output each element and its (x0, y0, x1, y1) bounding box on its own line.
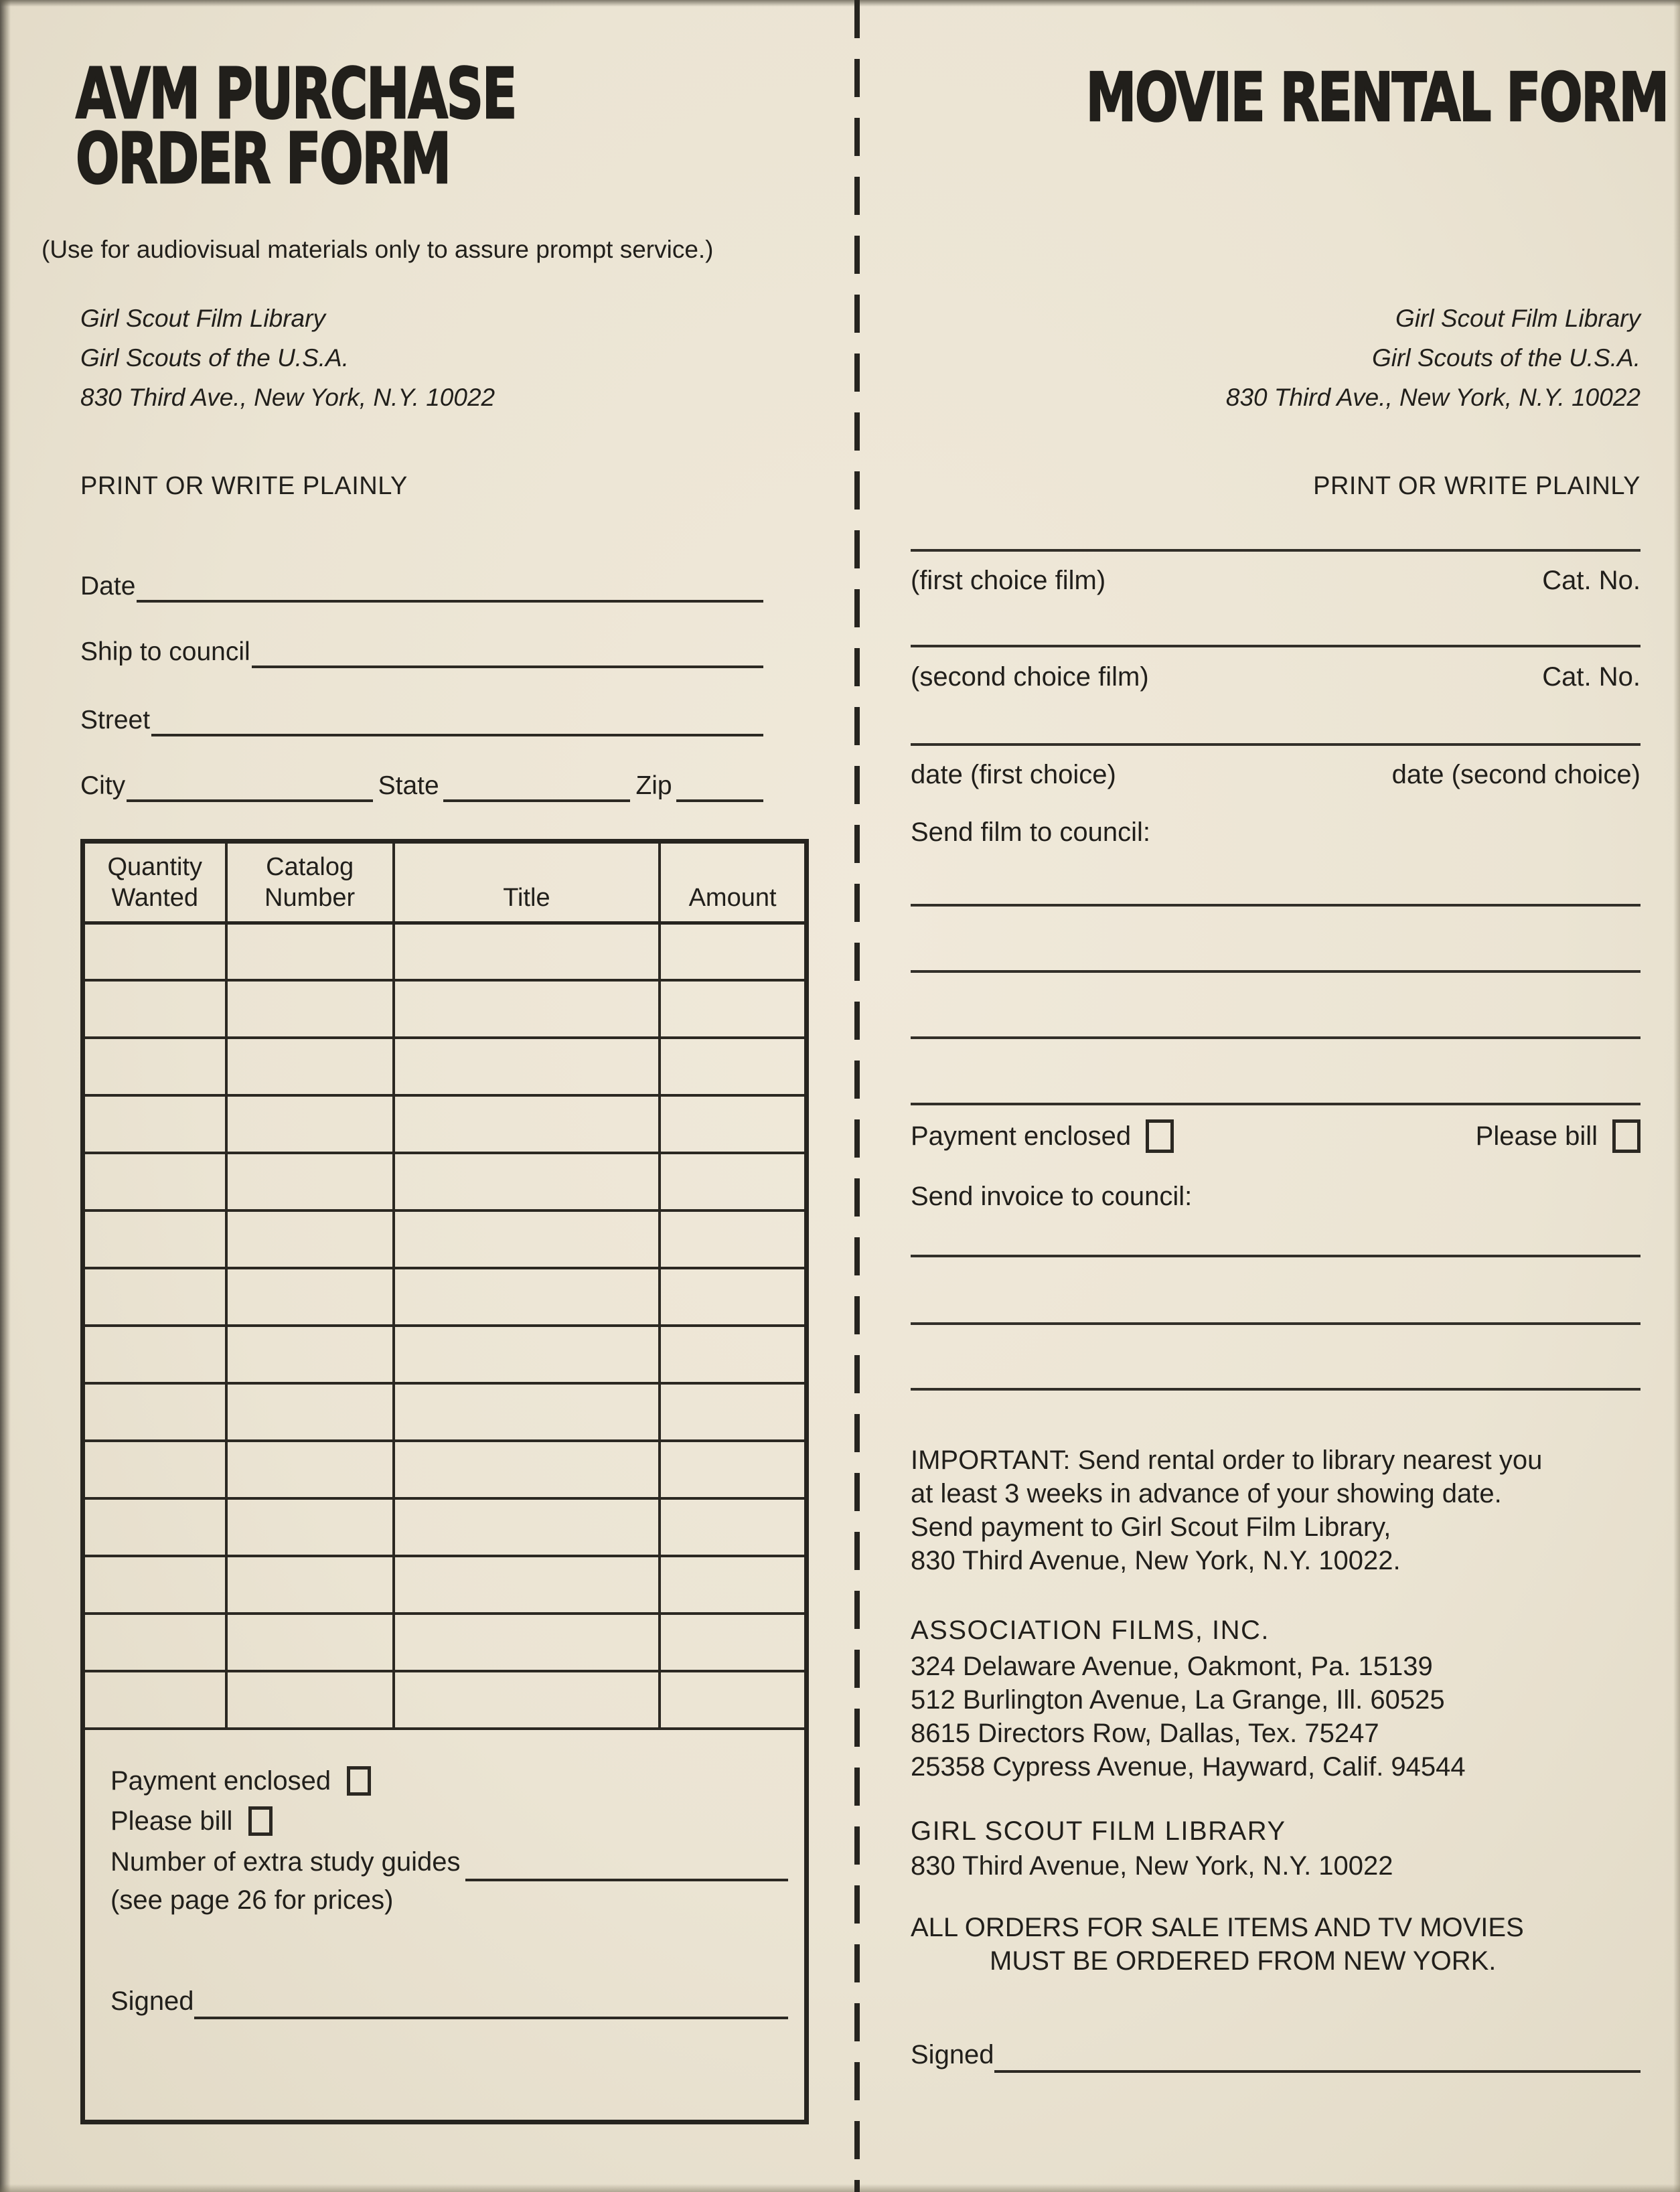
table-cell[interactable] (226, 980, 394, 1038)
table-row (85, 1441, 804, 1498)
gsfl-address: 830 Third Avenue, New York, N.Y. 10022 (911, 1851, 1393, 1881)
important-line: 830 Third Avenue, New York, N.Y. 10022. (911, 1546, 1401, 1575)
table-cell[interactable] (394, 1038, 660, 1095)
table-cell[interactable] (226, 1326, 394, 1383)
ship-to-council-input-line[interactable] (252, 636, 763, 668)
table-cell[interactable] (85, 1614, 226, 1671)
date-second-choice-label: date (second choice) (1391, 760, 1640, 789)
table-cell[interactable] (85, 923, 226, 980)
signed-label: Signed (110, 1986, 194, 2016)
table-cell[interactable] (85, 1210, 226, 1268)
table-cell[interactable] (660, 1153, 804, 1210)
first-choice-label-row (911, 564, 1640, 597)
second-choice-input-line[interactable] (911, 645, 1640, 647)
address-line: 830 Third Ave., New York, N.Y. 10022 (1225, 384, 1640, 411)
table-cell[interactable] (226, 1498, 394, 1556)
date-first-choice-label: date (first choice) (911, 760, 1116, 789)
study-guides-row (110, 1843, 788, 1881)
column-header: Title (394, 844, 660, 923)
dashed-cut-divider (854, 0, 860, 2192)
table-row (85, 1038, 804, 1095)
association-films-heading: ASSOCIATION FILMS, INC. (911, 1616, 1270, 1645)
table-row (85, 1614, 804, 1671)
table-cell[interactable] (85, 1498, 226, 1556)
please-bill-label: Please bill (110, 1806, 233, 1836)
second-choice-film-label: (second choice film) (911, 662, 1149, 692)
table-row (85, 980, 804, 1038)
send-film-to-council-label: Send film to council: (911, 817, 1150, 847)
table-cell[interactable] (394, 1441, 660, 1498)
table-cell[interactable] (394, 1153, 660, 1210)
column-header: Quantity Wanted (85, 844, 226, 923)
table-cell[interactable] (226, 1383, 394, 1441)
zip-input-line[interactable] (676, 770, 763, 802)
second-choice-label-row (911, 660, 1640, 694)
important-note (911, 1443, 1640, 1577)
table-cell[interactable] (226, 1153, 394, 1210)
send-invoice-blank-line[interactable] (911, 1388, 1640, 1391)
table-cell[interactable] (660, 1383, 804, 1441)
important-line: IMPORTANT: Send rental order to library nearest you (911, 1445, 1543, 1475)
table-cell[interactable] (394, 1614, 660, 1671)
purchase-order-form-title (76, 53, 516, 200)
table-row (85, 923, 804, 980)
table-cell[interactable] (660, 1441, 804, 1498)
column-header: Catalog Number (226, 844, 394, 923)
rental-payment-row (911, 1119, 1640, 1153)
ship-to-council-field-row (80, 636, 763, 668)
purchase-form-subtitle: (Use for audiovisual materials only to assure prompt service.) (42, 236, 714, 263)
right-address-block (911, 299, 1640, 417)
first-choice-input-line[interactable] (911, 549, 1640, 552)
table-cell[interactable] (226, 1038, 394, 1095)
scan-edge-top (0, 0, 1680, 7)
send-invoice-blank-line[interactable] (911, 1322, 1640, 1325)
please-bill-label: Please bill (1475, 1121, 1598, 1151)
signed-label: Signed (911, 2040, 994, 2069)
send-film-blank-line[interactable] (911, 1103, 1640, 1105)
table-cell[interactable] (394, 1671, 660, 1729)
address-line: Girl Scouts of the U.S.A. (1372, 344, 1640, 372)
date-field-row (80, 570, 763, 603)
cat-no-label: Cat. No. (1542, 566, 1640, 595)
table-row (85, 1498, 804, 1556)
association-address-line: 25358 Cypress Avenue, Hayward, Calif. 94544 (911, 1752, 1466, 1782)
table-row (85, 1210, 804, 1268)
table-cell[interactable] (660, 1498, 804, 1556)
rental-please-bill-group (1476, 1119, 1640, 1153)
date-input-line[interactable] (137, 570, 763, 603)
important-line: Send payment to Girl Scout Film Library, (911, 1512, 1391, 1542)
table-cell[interactable] (660, 1326, 804, 1383)
table-cell[interactable] (85, 1038, 226, 1095)
payment-enclosed-row (110, 1761, 788, 1801)
table-cell[interactable] (660, 1671, 804, 1729)
dates-label-row (911, 758, 1640, 791)
table-cell[interactable] (660, 1268, 804, 1326)
left-print-plainly-note: PRINT OR WRITE PLAINLY (80, 472, 408, 500)
scan-edge-right (1673, 0, 1680, 2192)
column-header: Amount (660, 844, 804, 923)
important-line: at least 3 weeks in advance of your showing date. (911, 1479, 1502, 1508)
please-bill-checkbox[interactable] (248, 1806, 273, 1836)
dates-input-line[interactable] (911, 743, 1640, 746)
table-cell[interactable] (226, 1671, 394, 1729)
street-input-line[interactable] (151, 704, 763, 736)
table-row (85, 1556, 804, 1614)
city-label: City (80, 771, 126, 800)
table-cell[interactable] (660, 1614, 804, 1671)
table-cell[interactable] (85, 1556, 226, 1614)
order-box-footer (85, 1730, 804, 2019)
payment-enclosed-checkbox[interactable] (347, 1766, 371, 1796)
state-input-line[interactable] (443, 770, 631, 802)
please-bill-row (110, 1801, 788, 1841)
send-invoice-blank-line[interactable] (911, 1255, 1640, 1257)
table-cell[interactable] (85, 1671, 226, 1729)
table-cell[interactable] (660, 1038, 804, 1095)
street-field-row (80, 704, 763, 736)
table-cell[interactable] (226, 1095, 394, 1153)
table-cell[interactable] (226, 1556, 394, 1614)
association-address-line: 324 Delaware Avenue, Oakmont, Pa. 15139 (911, 1652, 1433, 1681)
scan-edge-left (0, 0, 11, 2192)
city-state-zip-field-row (80, 770, 763, 802)
table-row (85, 1095, 804, 1153)
cat-no-label: Cat. No. (1542, 662, 1640, 692)
ship-to-council-label: Ship to council (80, 637, 250, 666)
left-address-block (80, 299, 495, 417)
rental-please-bill-checkbox[interactable] (1612, 1119, 1640, 1153)
title-line-1: AVM PURCHASE (76, 53, 516, 135)
table-cell[interactable] (394, 1268, 660, 1326)
state-label: State (378, 771, 439, 800)
right-print-plainly-note: PRINT OR WRITE PLAINLY (1313, 472, 1640, 500)
association-films-addresses (911, 1650, 1640, 1784)
table-cell[interactable] (85, 1153, 226, 1210)
order-table-box (80, 839, 809, 2124)
association-address-line: 8615 Directors Row, Dallas, Tex. 75247 (911, 1719, 1379, 1748)
table-cell[interactable] (660, 923, 804, 980)
payment-enclosed-label: Payment enclosed (110, 1766, 331, 1796)
scan-edge-bottom (0, 2184, 1680, 2192)
zip-label: Zip (635, 771, 672, 800)
table-row (85, 1153, 804, 1210)
table-cell[interactable] (660, 1210, 804, 1268)
all-orders-note (911, 1911, 1640, 1978)
send-film-blank-line[interactable] (911, 1036, 1640, 1039)
gsfl-heading: GIRL SCOUT FILM LIBRARY (911, 1816, 1286, 1846)
table-cell[interactable] (85, 1441, 226, 1498)
signed-input-line[interactable] (194, 1983, 788, 2019)
rental-payment-enclosed-checkbox[interactable] (1146, 1119, 1174, 1153)
table-cell[interactable] (394, 980, 660, 1038)
send-film-blank-line[interactable] (911, 970, 1640, 973)
first-choice-film-label: (first choice film) (911, 566, 1106, 595)
table-cell[interactable] (226, 1210, 394, 1268)
table-cell[interactable] (226, 1268, 394, 1326)
table-cell[interactable] (394, 1210, 660, 1268)
send-invoice-to-council-label: Send invoice to council: (911, 1182, 1193, 1211)
rental-signed-input-line[interactable] (994, 2037, 1640, 2073)
order-table (85, 844, 804, 1730)
payment-enclosed-label: Payment enclosed (911, 1121, 1132, 1151)
table-cell[interactable] (394, 1095, 660, 1153)
address-line: Girl Scouts of the U.S.A. (80, 344, 349, 372)
table-cell[interactable] (394, 1556, 660, 1614)
table-cell[interactable] (226, 923, 394, 980)
study-guides-input-line[interactable] (465, 1843, 788, 1881)
table-cell[interactable] (226, 1614, 394, 1671)
table-cell[interactable] (660, 980, 804, 1038)
table-cell[interactable] (85, 980, 226, 1038)
street-label: Street (80, 706, 151, 734)
order-table-body (85, 923, 804, 1729)
table-cell[interactable] (85, 1326, 226, 1383)
date-label: Date (80, 572, 136, 601)
table-cell[interactable] (394, 1498, 660, 1556)
movie-rental-form-title: MOVIE RENTAL FORM (1085, 58, 1668, 137)
city-input-line[interactable] (127, 770, 372, 802)
left-signed-row (110, 1983, 788, 2019)
association-address-line: 512 Burlington Avenue, La Grange, Ill. 60525 (911, 1685, 1445, 1715)
table-cell[interactable] (394, 923, 660, 980)
study-guides-label: Number of extra study guides (110, 1847, 461, 1877)
table-cell[interactable] (660, 1556, 804, 1614)
title-line-2: ORDER FORM (76, 118, 450, 200)
table-cell[interactable] (394, 1326, 660, 1383)
address-line: Girl Scout Film Library (80, 305, 325, 332)
rental-payment-enclosed-group (911, 1119, 1174, 1153)
table-cell[interactable] (660, 1095, 804, 1153)
table-cell[interactable] (85, 1095, 226, 1153)
table-cell[interactable] (394, 1383, 660, 1441)
order-table-head-row (85, 844, 804, 923)
all-orders-line-1: ALL ORDERS FOR SALE ITEMS AND TV MOVIES (911, 1913, 1524, 1942)
table-row (85, 1671, 804, 1729)
address-line: 830 Third Ave., New York, N.Y. 10022 (80, 384, 495, 411)
table-cell[interactable] (85, 1383, 226, 1441)
see-page-note: (see page 26 for prices) (110, 1885, 394, 1915)
all-orders-line-2: MUST BE ORDERED FROM NEW YORK. (990, 1946, 1497, 1976)
table-cell[interactable] (226, 1441, 394, 1498)
send-film-blank-line[interactable] (911, 904, 1640, 907)
table-row (85, 1268, 804, 1326)
right-signed-row (911, 2037, 1640, 2073)
table-row (85, 1383, 804, 1441)
table-cell[interactable] (85, 1268, 226, 1326)
table-row (85, 1326, 804, 1383)
address-line: Girl Scout Film Library (1395, 305, 1640, 332)
